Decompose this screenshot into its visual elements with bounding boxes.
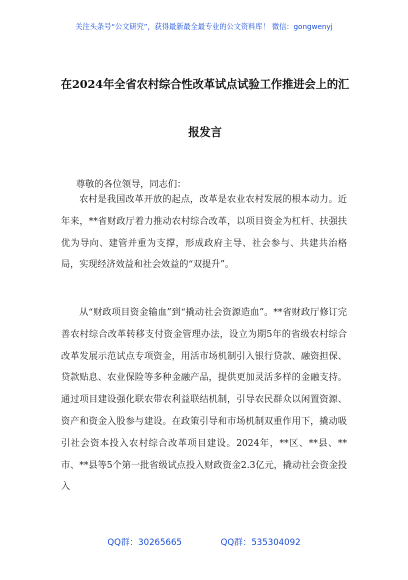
document-title-line-2: 报发言 (188, 125, 222, 139)
document-title-line-1: 在2024年全省农村综合性改革试点试验工作推进会上的汇 (60, 77, 350, 91)
footer-qq-group-2: QQ群：535304092 (220, 538, 301, 548)
salutation: 尊敬的各位领导，同志们： (76, 179, 187, 190)
body-paragraph-2: 从“财政项目资金输血”到“撬动社会资源造血”。**省财政厅修订完善农村综合改革转移支付资金管理办法，设立为期5年的省级农村综合改革发展示范试点专项资金，用活市场机制引入银行贷款、融资担保、贷款贴息、农业保险等多种金融产品，提供更加灵活多样的金融支持。通过项目建设强化联农带农利益联结机制，引导农民群众以闲置资源、资产和资金入股参与建设。在政策引导和市场机制双重作用下，撬动吸引社会资本投入农村综合改革项目建设。2024年，**区、**县、**市、**县等5个第一批省级试点投入财政资金2.3亿元，撬动社会资金投入 (61, 308, 347, 493)
top-banner: 关注头条号“公文研究”，获得最新最全最专业的公文资料库！ 微信：gongwenyj (75, 22, 333, 31)
footer (0, 536, 408, 548)
footer-qq-group-1: QQ群：30265665 (107, 538, 182, 548)
body-paragraph-1: 农村是我国改革开放的起点，改革是农业农村发展的根本动力。近年来，**省财政厅着力推动农村综合改革，以项目资金为杠杆、扶强扶优为导向、建管并重为支撑，形成政府主导、社会参与、共建共治格局，实现经济效益和社会效益的“双提升”。 (61, 195, 347, 271)
